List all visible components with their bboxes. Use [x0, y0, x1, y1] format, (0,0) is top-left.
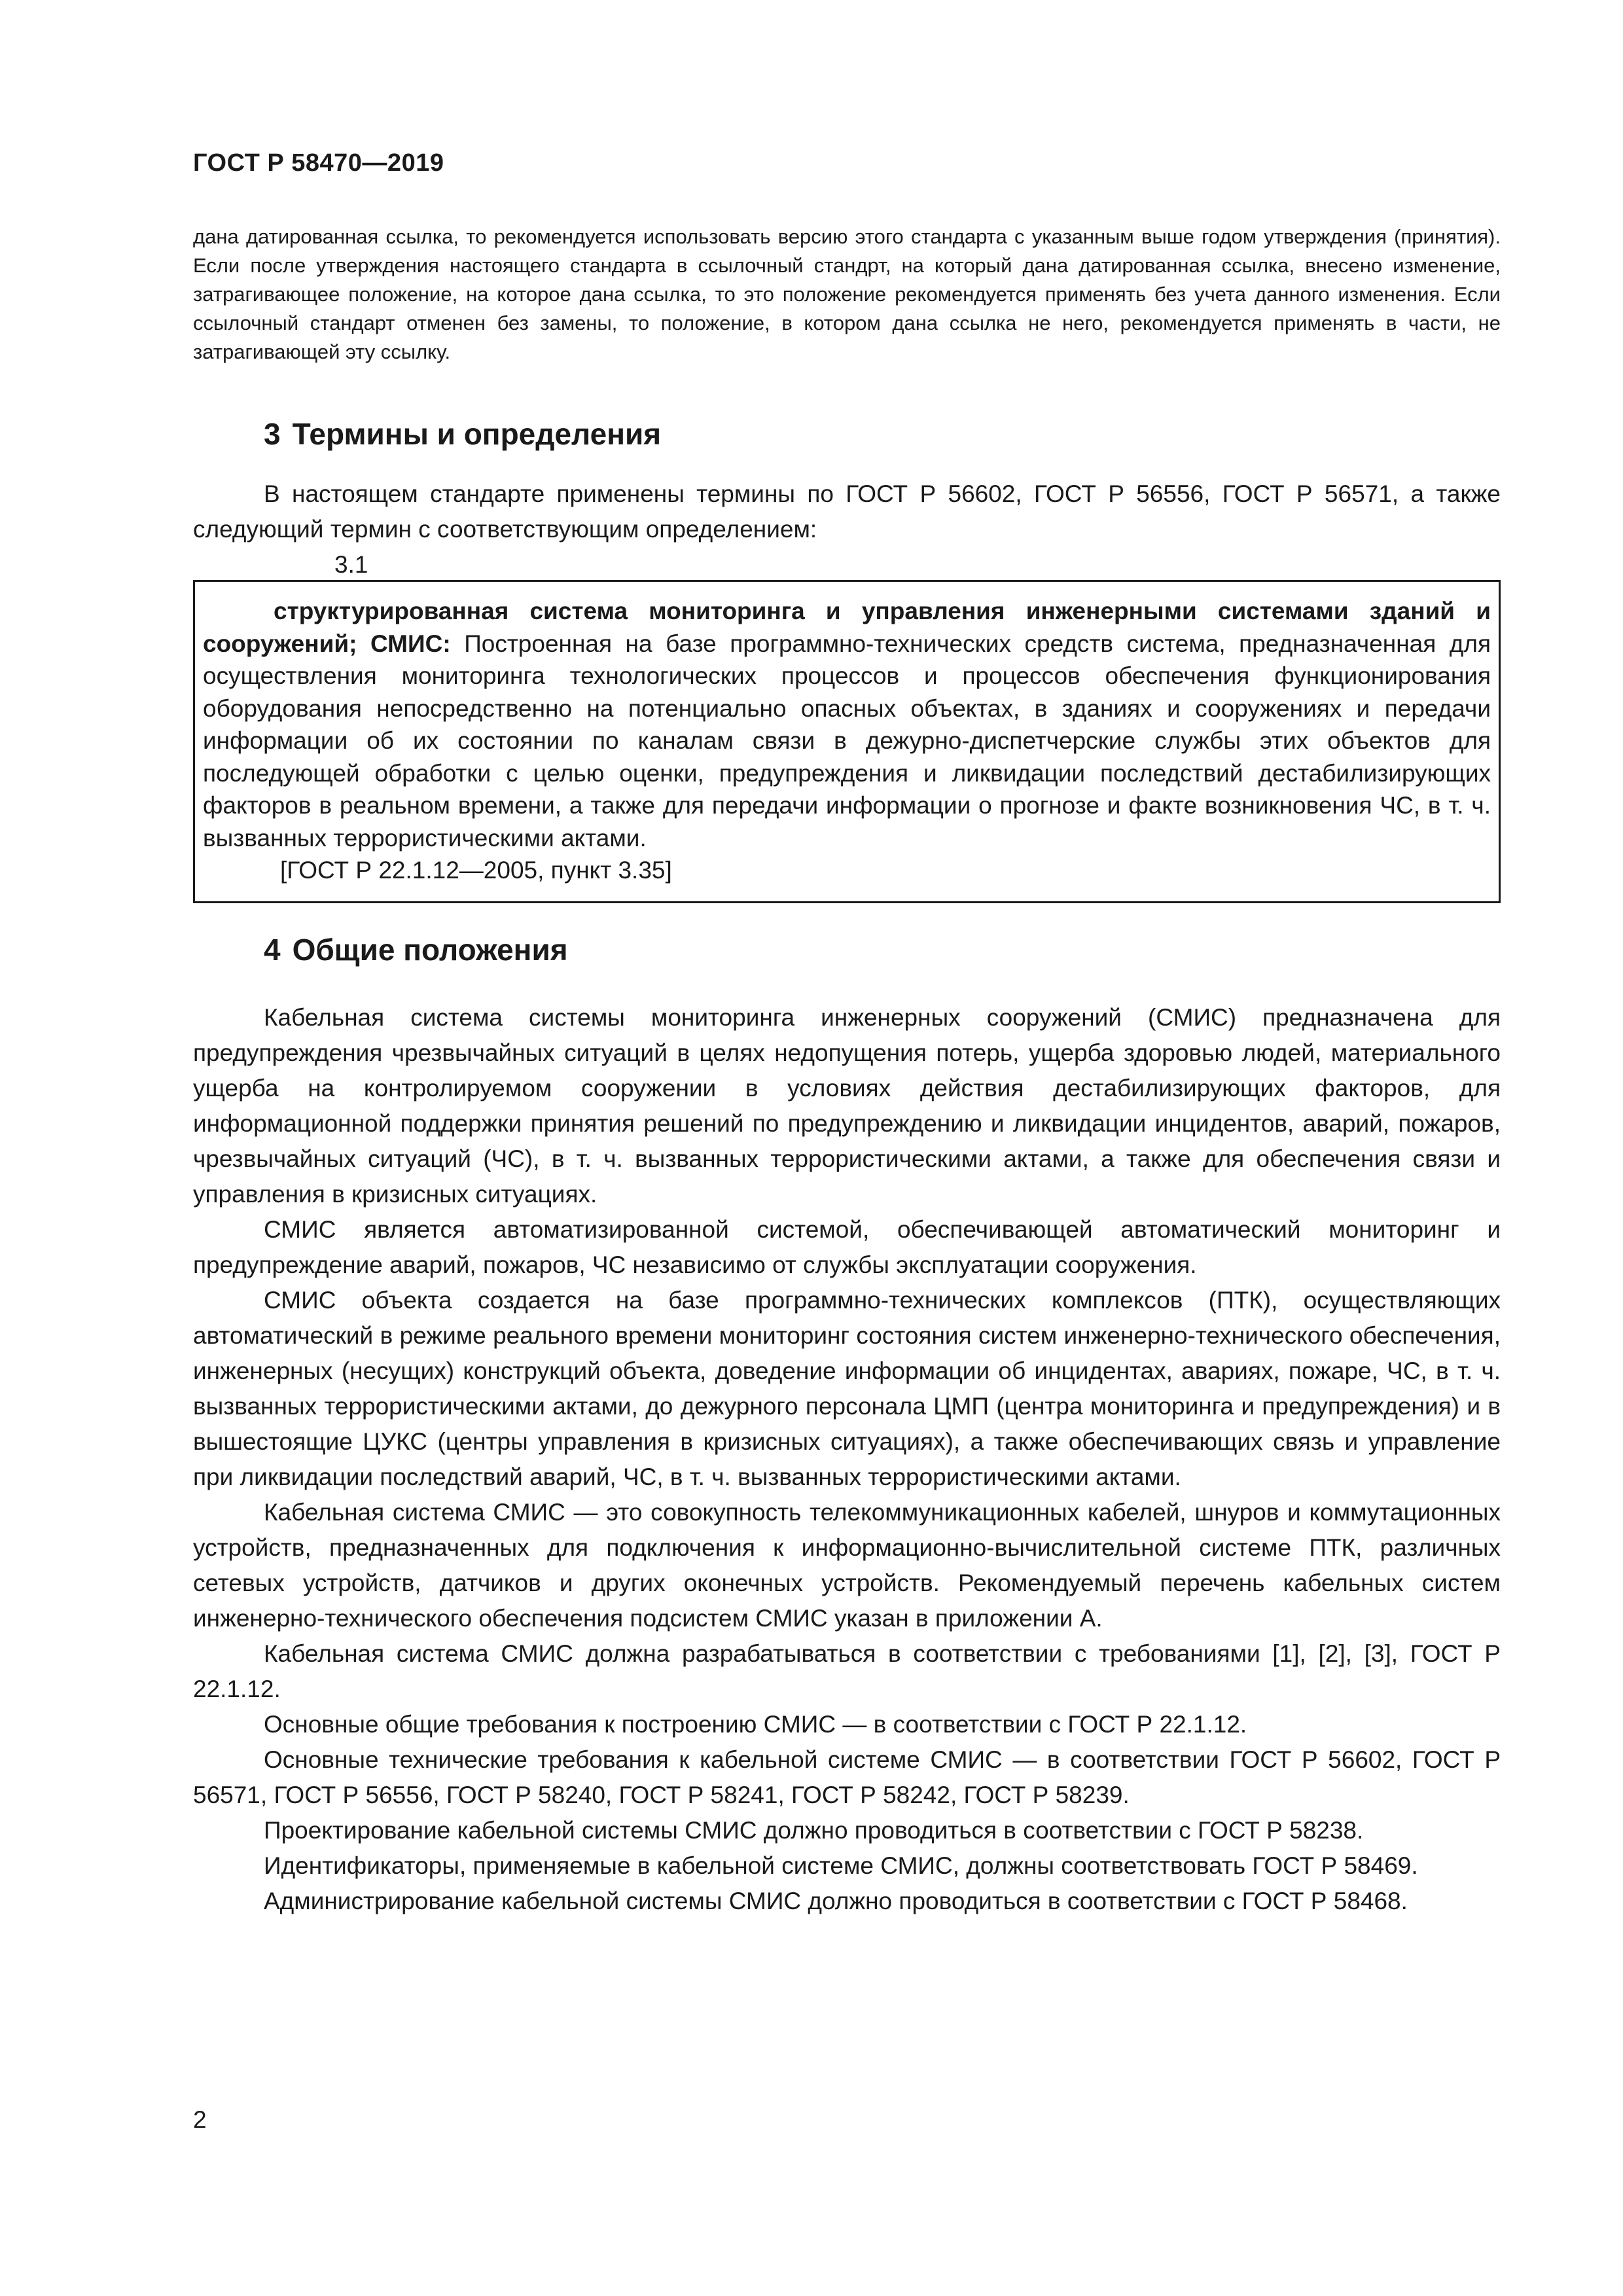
section-3-intro: [193, 476, 1501, 583]
term-number: 3.1: [334, 551, 368, 578]
term-definition: Построенная на базе программно-технических средств система, предназначенная для осуществления мониторинга технологических процессов и процессов обеспечения функционирования оборудования непосредственно на потенциально опасных объектах, в зданиях и сооружениях и передачи информации об их состоянии по каналам связи в дежурно-диспетчерские службы этих объектов для последующей обработки с целью оценки, предупреждения и ликвидации последствий дестабилизирующих факторов в реальном времени, а также для передачи информации о прогнозе и факте возникновения ЧС, в т. ч. вызванных террористическими актами.: [203, 630, 1491, 852]
paragraph: Идентификаторы, применяемые в кабельной системе СМИС, должны соответствовать ГОСТ Р 58469.: [264, 1852, 1418, 1879]
section-4-number: 4: [264, 933, 281, 967]
section-4-heading: [264, 932, 568, 967]
document-code-header: ГОСТ Р 58470—2019: [193, 149, 444, 177]
paragraph: Основные общие требования к построению СМИС — в соответствии с ГОСТ Р 22.1.12.: [264, 1711, 1247, 1738]
paragraph: Кабельная система СМИС — это совокупность телекоммуникационных кабелей, шнуров и коммутационных устройств, предназначенных для подключения к информационно-вычислительной системе ПТК, различных сетевых устройств, датчиков и других оконечных устройств. Рекомендуемый перечень кабельных систем инженерно-технического обеспечения подсистем СМИС указан в приложении А.: [193, 1499, 1501, 1632]
paragraph: Проектирование кабельной системы СМИС должно проводиться в соответствии с ГОСТ Р 58238.: [264, 1817, 1364, 1844]
term-name: структурированная система мониторинга и управления инженерными системами зданий и сооружений; СМИС:: [203, 598, 1491, 657]
paragraph: СМИС является автоматизированной системой, обеспечивающей автоматический мониторинг и предупреждение аварий, пожаров, ЧС независимо от службы эксплуатации сооружения.: [193, 1216, 1501, 1278]
section-4-body: [193, 1000, 1501, 1919]
continuation-paragraph: дана датированная ссылка, то рекомендуется использовать версию этого стандарта с указанным выше годом утверждения (принятия). Если после утверждения настоящего стандарта в ссылочный стандрт, на который дана датированная ссылка, внесено изменение, затрагивающее положение, на которое дана ссылка, то это положение рекомендуется применять без учета данного изменения. Если ссылочный стандарт отменен без замены, то положение, в котором дана ссылка не него, рекомендуется применять в части, не затрагивающей эту ссылку.: [193, 225, 1501, 363]
section-3-title: Термины и определения: [292, 417, 662, 451]
paragraph: СМИС объекта создается на базе программно-технических комплексов (ПТК), осуществляющих автоматический в режиме реального времени мониторинг состояния систем инженерно-технического обеспечения, инженерных (несущих) конструкций объекта, доведение информации об инцидентах, авариях, пожаре, ЧС, в т. ч. вызванных террористическими актами, до дежурного персонала ЦМП (центра мониторинга и предупреждения) и в вышестоящие ЦУКС (центры управления в кризисных ситуациях), а также обеспечивающих связь и управление при ликвидации последствий аварий, ЧС, в т. ч. вызванных террористическими актами.: [193, 1287, 1501, 1490]
term-source: [ГОСТ Р 22.1.12—2005, пункт 3.35]: [280, 857, 672, 884]
page-number: 2: [193, 2106, 207, 2133]
paragraph: Основные технические требования к кабельной системе СМИС — в соответствии ГОСТ Р 56602, ГОСТ Р 56571, ГОСТ Р 56556, ГОСТ Р 58240, ГОСТ Р 58241, ГОСТ Р 58242, ГОСТ Р 58239.: [193, 1746, 1501, 1808]
term-definition-paragraph: [203, 595, 1491, 854]
section-4-title: Общие положения: [292, 933, 568, 967]
paragraph: Кабельная система СМИС должна разрабатываться в соответствии с требованиями [1], [2], [3], ГОСТ Р 22.1.12.: [193, 1640, 1501, 1702]
section-3-number: 3: [264, 417, 281, 451]
term-definition-box: [193, 580, 1501, 903]
section-3-heading: [264, 416, 661, 452]
paragraph: Администрирование кабельной системы СМИС должно проводиться в соответствии с ГОСТ Р 58468.: [264, 1888, 1408, 1914]
paragraph: Кабельная система системы мониторинга инженерных сооружений (СМИС) предназначена для предупреждения чрезвычайных ситуаций в целях недопущения потерь, ущерба здоровью людей, материального ущерба на контролируемом сооружении в условиях действия дестабилизирующих факторов, для информационной поддержки принятия решений по предупреждению и ликвидации инцидентов, аварий, пожаров, чрезвычайных ситуаций (ЧС), в т. ч. вызванных террористическими актами, а также для обеспечения связи и управления в кризисных ситуациях.: [193, 1004, 1501, 1208]
section-3-intro-text: В настоящем стандарте применены термины по ГОСТ Р 56602, ГОСТ Р 56556, ГОСТ Р 56571, а также следующий термин с соответствующим определением:: [193, 480, 1501, 543]
